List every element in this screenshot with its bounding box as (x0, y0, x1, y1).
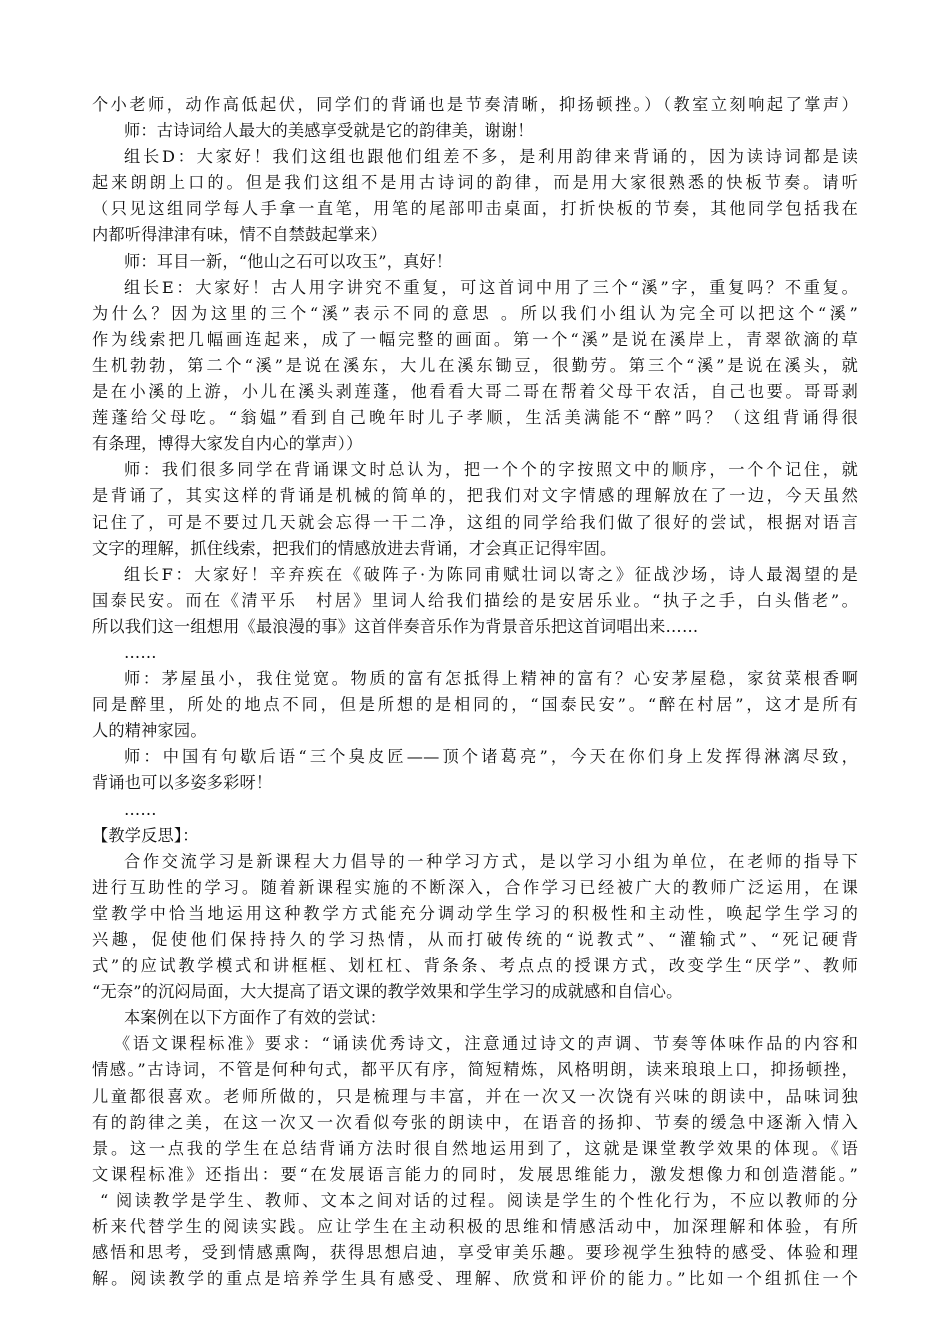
text-line: 【教学反思】： (92, 825, 199, 845)
text-line: 师：古诗词给人最大的美感享受就是它的韵律美，谢谢！ (124, 121, 534, 141)
text-line: “ 阅读教学是学生、教师、文本之间对话的过程。阅读是学生的个性化行为，不应以教师的分 (100, 1190, 858, 1210)
text-line: 国泰民安。而在《清平乐 村居》里词人给我们描绘的是安居乐业。“执子之手，白头偕老”。 (92, 590, 858, 610)
text-line: 有条理，博得大家发自内心的掌声）） (92, 434, 363, 454)
text-line: 式”的应试教学模式和讲框框、划杠杠、背条条、考点点的授课方式，改变学生“厌学”、教师 (92, 956, 858, 976)
text-line: …… (124, 642, 157, 662)
text-line: 组长E：大家好！古人用字讲究不重复，可这首词中用了三个“溪”字，重复吗？不重复。 (124, 277, 858, 297)
text-line: 内都听得津津有味，情不自禁鼓起掌来） (92, 225, 387, 245)
text-line: 兴趣，促使他们保持持久的学习热情，从而打破传统的“说教式”、“灌输式”、“死记硬背 (92, 930, 858, 949)
text-line: 《语文课程标准》要求：“诵读优秀诗文，注意通过诗文的声调、节奏等体味作品的内容和 (114, 1034, 858, 1054)
text-line: 合作交流学习是新课程大力倡导的一种学习方式，是以学习小组为单位，在老师的指导下 (124, 851, 858, 871)
text-line: 是在小溪的上游，小儿在溪头剥莲蓬，他看看大哥二哥在帮着父母干农活，自己也要。哥哥剥 (92, 382, 858, 402)
text-line: 堂教学中恰当地运用这种教学方式能充分调动学生学习的积极性和主动性，唤起学生学习的 (92, 903, 858, 923)
text-line: 组长F：大家好！辛弃疾在《破阵子·为陈同甫赋壮词以寄之》征战沙场，诗人最渴望的是 (124, 564, 858, 584)
text-line: 同是醉里，所处的地点不同，但是所想的是相同的，“国泰民安”。“醉在村居”，这才是所有 (92, 695, 858, 715)
text-line: 文字的理解，抓住线索，把我们的情感放进去背诵，才会真正记得牢固。 (92, 538, 617, 558)
text-line: 进行互助性的学习。随着新课程实施的不断深入，合作学习已经被广大的教师广泛运用，在课 (92, 877, 858, 897)
text-line: 生机勃勃，第二个“溪”是说在溪东，大儿在溪东锄豆，很勤劳。第三个“溪”是说在溪头，就 (92, 355, 858, 375)
text-line: 情感。”古诗词，不管是何种句式，都平仄有序，简短精炼，风格明朗，读来琅琅上口，抑扬顿挫， (92, 1060, 858, 1080)
text-line: 师：我们很多同学在背诵课文时总认为，把一个个的字按照文中的顺序，一个个记住，就 (124, 460, 858, 480)
text-line: 个小老师，动作高低起伏，同学们的背诵也是节奏清晰，抑扬顿挫。）（教室立刻响起了掌声） (92, 95, 858, 114)
text-line: 有的韵律之美，在这一次又一次看似夸张的朗读中，在语音的扬抑、节奏的缓急中逐渐入情入 (92, 1112, 858, 1132)
text-line: 记住了，可是不要过几天就会忘得一干二净，这组的同学给我们做了很好的尝试，根据对语言 (92, 512, 858, 532)
text-line: 文课程标准》还指出：要“在发展语言能力的同时，发展思维能力，激发想像力和创造潜能。” (92, 1164, 858, 1184)
text-line: 莲蓬给父母吃。“翁媪”看到自己晚年时儿子孝顺，生活美满能不“醉”吗？（这组背诵得很 (92, 408, 858, 428)
text-line: 起来朗朗上口的。但是我们这组不是用古诗词的韵律，而是用大家很熟悉的快板节奏。请听 (92, 173, 858, 193)
text-line: “无奈”的沉闷局面，大大提高了语文课的教学效果和学生学习的成就感和自信心。 (92, 982, 683, 1002)
text-line: 师：中国有句歇后语“三个臭皮匠——顶个诸葛亮”，今天在你们身上发挥得淋漓尽致， (124, 747, 858, 767)
text-line: 感悟和思考，受到情感熏陶，获得思想启迪，享受审美乐趣。要珍视学生独特的感受、体验和理 (92, 1243, 858, 1263)
text-line: （只见这组同学每人手拿一直笔，用笔的尾部叩击桌面，打折快板的节奏，其他同学包括我在 (92, 199, 858, 219)
text-line: 儿童都很喜欢。老师所做的，只是梳理与丰富，并在一次又一次饶有兴味的朗读中，品味词独 (92, 1086, 858, 1106)
text-line: 所以我们这一组想用《最浪漫的事》这首伴奏音乐作为背景音乐把这首词唱出来…… (92, 616, 699, 636)
text-line: 解。阅读教学的重点是培养学生具有感受、理解、欣赏和评价的能力。”比如一个组抓住一个 (92, 1269, 858, 1289)
text-line: 本案例在以下方面作了有效的尝试： (124, 1008, 387, 1028)
text-line: 为什么？因为这里的三个“溪”表示不同的意思 。所以我们小组认为完全可以把这个“溪” (92, 303, 858, 323)
text-line: 是背诵了，其实这样的背诵是机械的简单的，把我们对文字情感的理解放在了一边，今天虽然 (92, 486, 858, 506)
text-line: 组长D：大家好！我们这组也跟他们组差不多，是利用韵律来背诵的，因为读诗词都是读 (124, 147, 858, 167)
text-line: 作为线索把几幅画连起来，成了一幅完整的画面。第一个“溪”是说在溪岸上，青翠欲滴的草 (92, 329, 858, 349)
text-line: 人的精神家园。 (92, 721, 207, 741)
text-line: 析来代替学生的阅读实践。应让学生在主动积极的思维和情感活动中，加深理解和体验，有所 (92, 1217, 858, 1237)
text-line: 师：耳目一新，“他山之石可以攻玉”，真好！ (124, 251, 453, 271)
document-page (92, 92, 858, 1292)
text-line: …… (124, 799, 157, 819)
text-line: 师：茅屋虽小，我住觉宽。物质的富有怎抵得上精神的富有？心安茅屋稳，家贫菜根香啊 (124, 669, 858, 689)
text-line: 背诵也可以多姿多彩呀！ (92, 773, 273, 793)
text-line: 景。这一点我的学生在总结背诵方法时很自然地运用到了，这就是课堂教学效果的体现。《语 (92, 1138, 858, 1158)
